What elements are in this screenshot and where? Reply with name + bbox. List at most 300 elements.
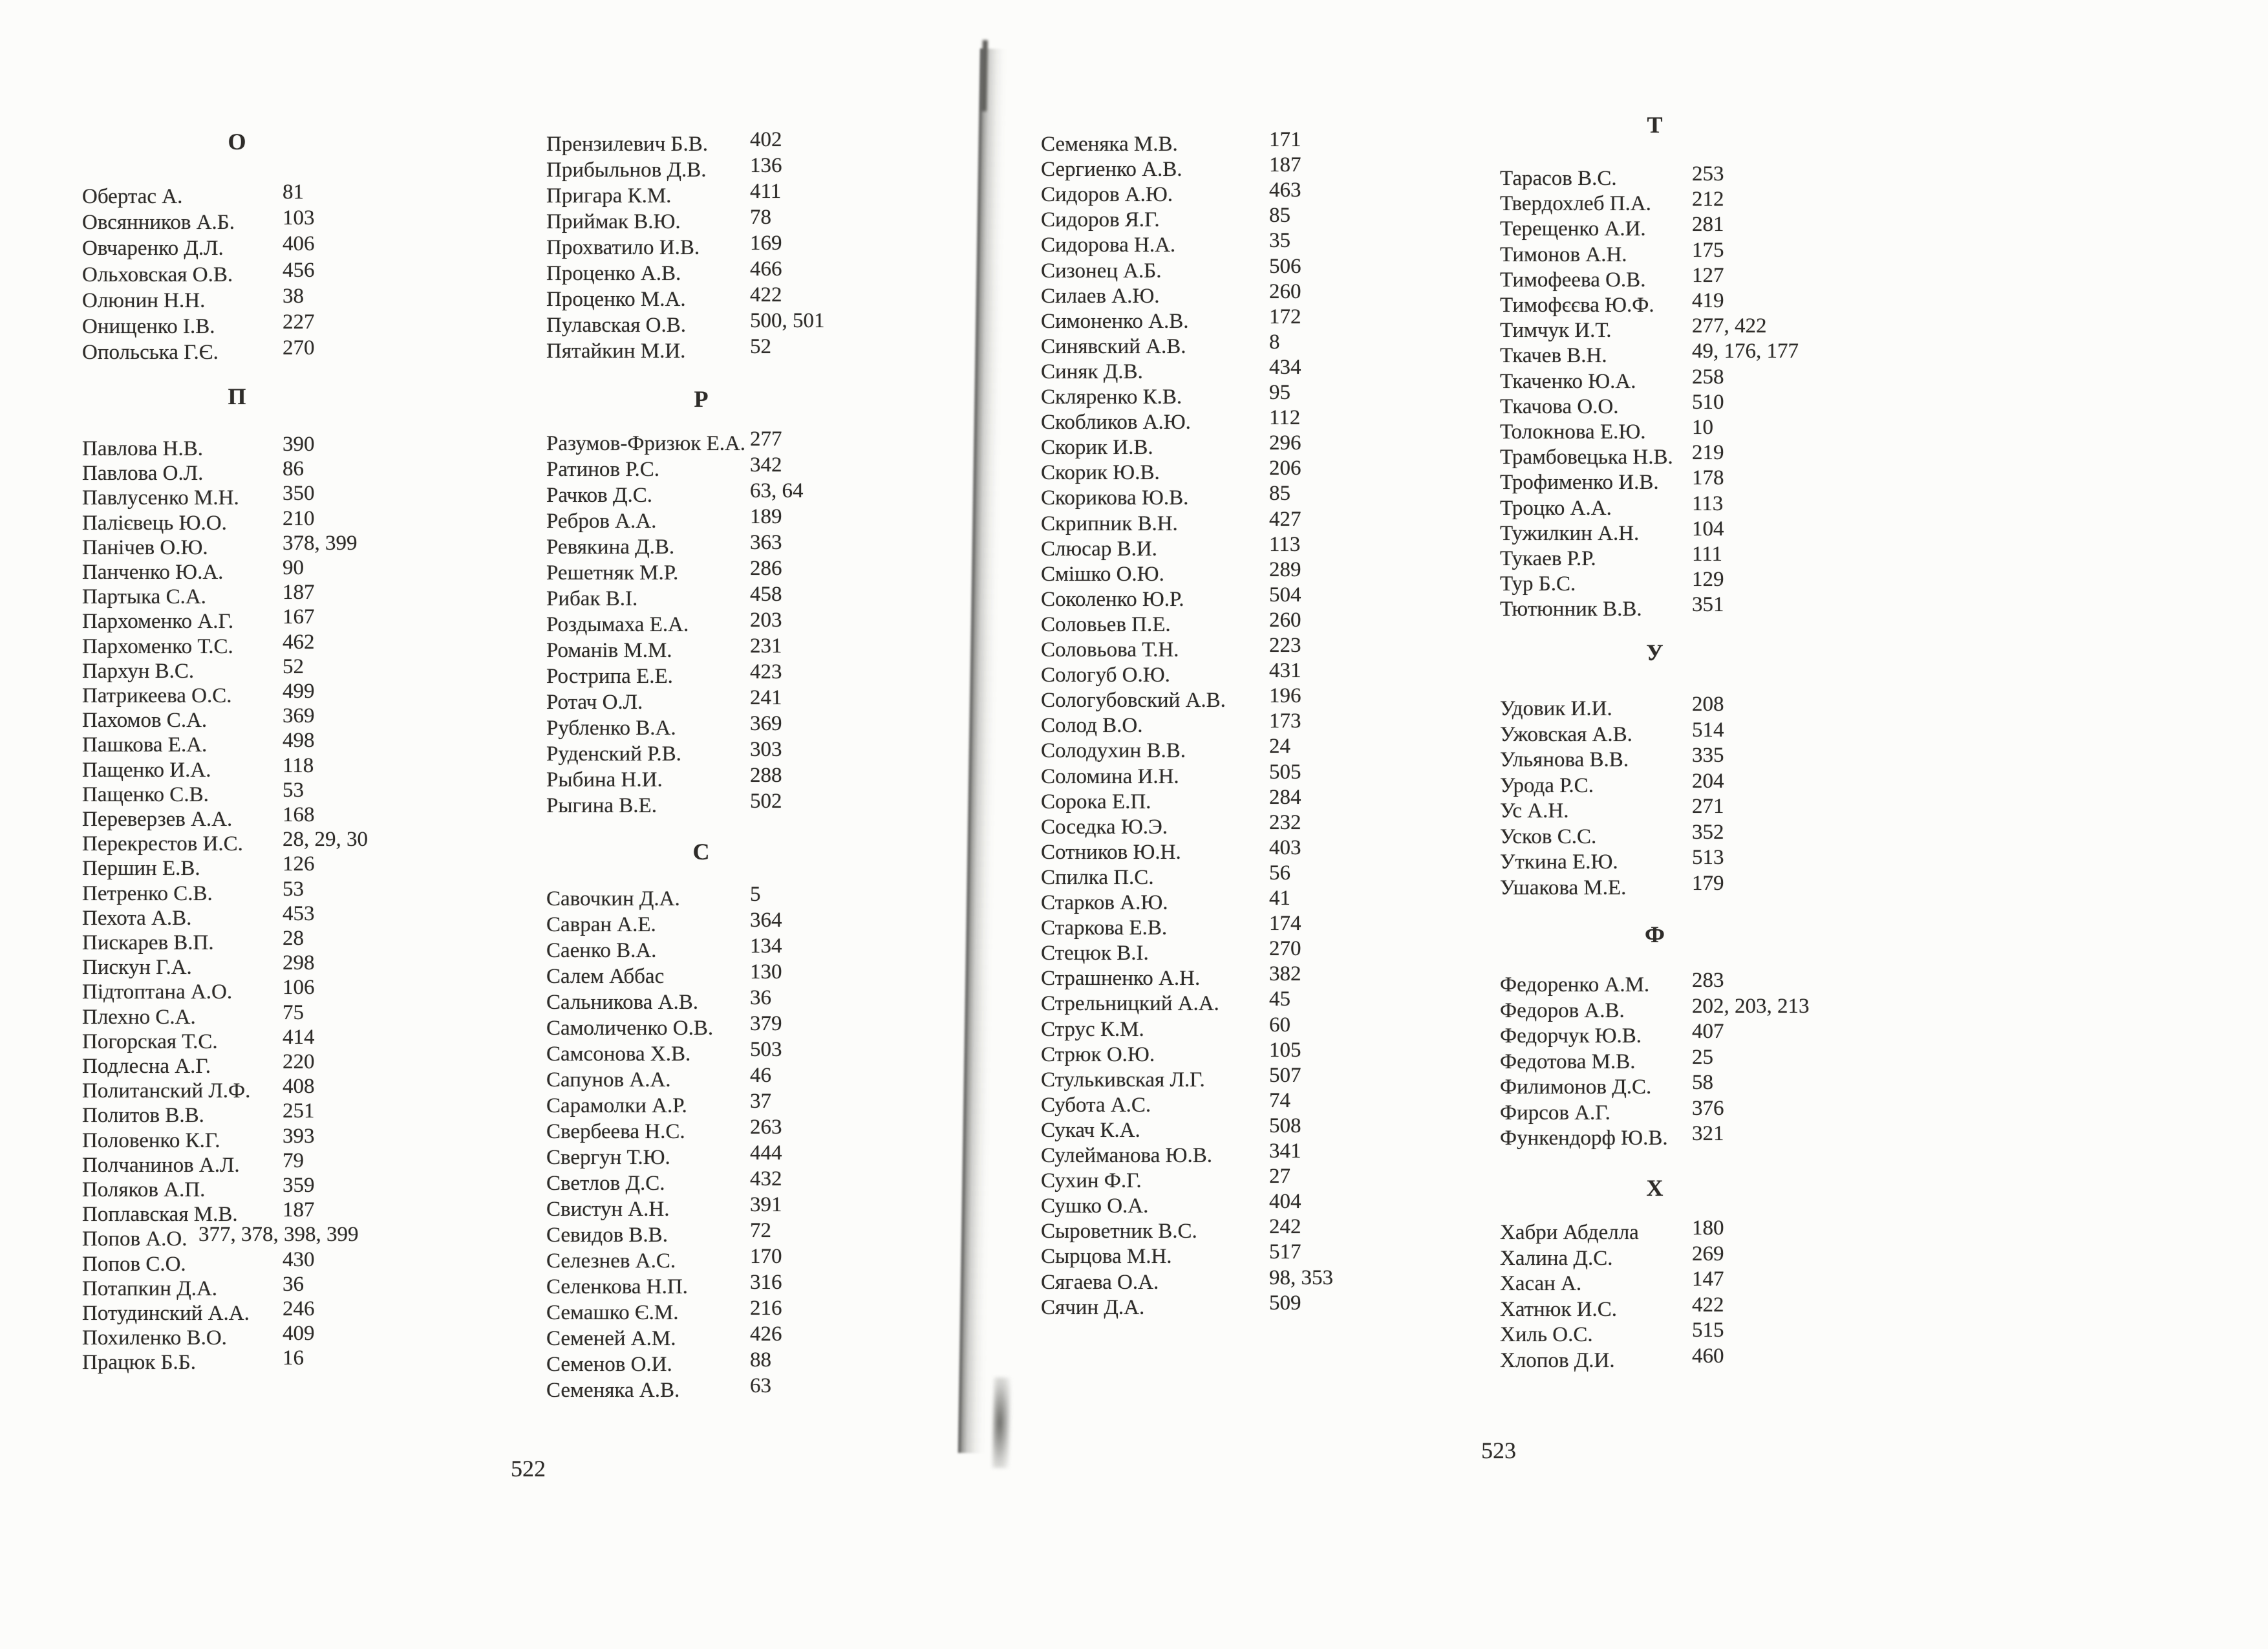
index-entry <box>546 764 857 794</box>
entry-name: Прензилевич Б.В. <box>546 133 708 156</box>
entry-name: Овсянников А.Б. <box>82 211 235 235</box>
entry-name: Патрикеева О.С. <box>82 684 232 707</box>
index-entry <box>82 232 392 263</box>
entry-name: Павлова О.Л. <box>82 462 204 486</box>
index-entry <box>1500 1319 1810 1349</box>
entry-pages: 223 <box>1269 634 1301 657</box>
entry-pages: 36 <box>750 986 771 1009</box>
entry-pages: 289 <box>1269 557 1301 581</box>
entry-pages: 513 <box>1692 846 1724 869</box>
spine-shadow <box>958 48 1007 1453</box>
entry-name: Працюк Б.Б. <box>82 1351 196 1375</box>
entry-name: Филимонов Д.С. <box>1500 1075 1652 1099</box>
index-entry <box>1041 1266 1351 1297</box>
index-entry <box>546 505 857 535</box>
entry-name: Политов В.В. <box>82 1104 204 1128</box>
section-letter: О <box>228 129 247 155</box>
entry-pages: 5 <box>750 883 761 906</box>
index-entry <box>546 206 857 236</box>
entry-name: Уткина Е.Ю. <box>1500 850 1618 874</box>
entry-name: Пахомов С.А. <box>82 709 208 733</box>
entry-name: Сотников Ю.Н. <box>1041 840 1181 864</box>
entry-pages: 510 <box>1692 390 1724 414</box>
index-entry <box>1041 457 1351 487</box>
entry-pages: 112 <box>1269 406 1301 430</box>
index-entry <box>1041 1013 1351 1044</box>
index-entry <box>1041 659 1351 689</box>
index-entry <box>1500 365 1810 396</box>
entry-name: Партыка С.А. <box>82 585 206 609</box>
index-entry <box>1500 339 1810 370</box>
entry-name: Фирсов А.Г. <box>1500 1101 1610 1125</box>
entry-name: Пехота А.В. <box>82 906 192 930</box>
entry-pages: 189 <box>750 505 782 528</box>
entry-name: Похиленко В.О. <box>82 1326 227 1350</box>
entry-pages: 253 <box>1692 162 1724 186</box>
index-entry <box>1041 1063 1351 1094</box>
entry-name: Опольська Г.Є. <box>82 341 219 365</box>
entry-pages: 196 <box>1269 684 1301 708</box>
entry-name: Скляренко К.В. <box>1041 385 1182 409</box>
index-entry <box>1041 835 1351 867</box>
entry-pages: 507 <box>1269 1063 1301 1087</box>
entry-pages: 79 <box>283 1148 304 1172</box>
index-entry <box>546 335 857 365</box>
index-entry <box>546 557 857 587</box>
entry-pages: 41 <box>1269 887 1290 910</box>
entry-pages: 105 <box>1269 1038 1301 1062</box>
left-page-column-1 <box>82 0 392 1649</box>
entry-name: Пащенко И.А. <box>82 758 211 782</box>
entry-pages: 174 <box>1269 912 1301 936</box>
index-entry <box>1041 381 1351 411</box>
index-entry <box>82 1099 392 1130</box>
entry-pages: 169 <box>750 232 782 255</box>
index-entry <box>82 457 392 488</box>
entry-pages: 246 <box>283 1297 315 1320</box>
entry-pages: 167 <box>283 605 315 629</box>
index-entry <box>546 180 857 210</box>
index-entry <box>82 1297 392 1328</box>
entry-name: Солодухин В.В. <box>1041 739 1186 763</box>
entry-pages: 514 <box>1692 718 1724 742</box>
entry-pages: 414 <box>283 1025 315 1049</box>
entry-pages: 38 <box>283 284 304 308</box>
entry-pages: 284 <box>1269 785 1301 809</box>
index-entry <box>1041 431 1351 462</box>
entry-pages: 56 <box>1269 861 1290 885</box>
entry-pages: 509 <box>1269 1291 1301 1315</box>
entry-pages: 63 <box>750 1374 771 1397</box>
entry-name: Трамбовецька Н.В. <box>1500 446 1673 469</box>
index-entry <box>82 556 392 587</box>
index-entry <box>82 778 392 809</box>
entry-name: Полчанинов А.Л. <box>82 1153 240 1177</box>
entry-name: Потапкин Д.А. <box>82 1277 218 1300</box>
entry-name: Федоренко А.М. <box>1500 973 1650 997</box>
entry-name: Разумов-Фризюк Е.А. <box>546 432 746 455</box>
index-entry <box>82 951 392 982</box>
index-entry <box>1041 1190 1351 1220</box>
index-entry <box>1500 263 1810 294</box>
entry-name: Прохватило И.В. <box>546 236 700 259</box>
entry-pages: 277 <box>750 427 782 451</box>
spine-shadow-bottom <box>992 1377 1011 1469</box>
entry-name: Сырцова М.Н. <box>1041 1245 1172 1269</box>
entry-pages: 118 <box>283 753 314 777</box>
entry-name: Страшненко А.Н. <box>1041 967 1201 991</box>
entry-name: Приймак В.Ю. <box>546 210 681 233</box>
entry-name: Федорчук Ю.В. <box>1500 1024 1642 1048</box>
entry-name: Решетняк М.Р. <box>546 561 679 585</box>
index-entry <box>546 1348 857 1379</box>
entry-pages: 241 <box>750 686 782 709</box>
entry-pages: 288 <box>750 764 782 787</box>
index-entry <box>82 605 392 636</box>
entry-name: Скорик Ю.В. <box>1041 461 1160 485</box>
index-entry <box>546 712 857 742</box>
entry-name: Рыгина В.Е. <box>546 794 657 817</box>
entry-name: Смішко О.Ю. <box>1041 562 1164 586</box>
index-entry <box>82 927 392 957</box>
entry-pages: 515 <box>1692 1319 1724 1342</box>
index-entry <box>1041 937 1351 967</box>
entry-name: Тарасов В.С. <box>1500 167 1617 190</box>
entry-pages: 111 <box>1692 543 1723 566</box>
entry-name: Светлов Д.С. <box>546 1172 665 1195</box>
entry-name: Твердохлеб П.А. <box>1500 192 1651 216</box>
entry-name: Сячин Д.А. <box>1041 1295 1145 1319</box>
entry-name: Сорока Е.П. <box>1041 790 1151 814</box>
entry-name: Ребров А.А. <box>546 510 657 533</box>
entry-name: Пархоменко Т.С. <box>82 634 233 658</box>
entry-pages: 263 <box>750 1116 782 1139</box>
entry-name: Самсонова Х.В. <box>546 1042 691 1066</box>
entry-pages: 74 <box>1269 1088 1290 1112</box>
entry-pages: 341 <box>1269 1139 1301 1163</box>
entry-pages: 517 <box>1269 1240 1301 1264</box>
entry-name: Стулькивская Л.Г. <box>1041 1068 1205 1092</box>
entry-pages: 134 <box>750 934 782 958</box>
entry-pages: 321 <box>1692 1122 1724 1145</box>
entry-name: Першин Е.В. <box>82 857 200 881</box>
index-entry <box>1041 962 1351 993</box>
index-entry <box>82 680 392 710</box>
entry-name: Севидов В.В. <box>546 1223 668 1247</box>
entry-pages: 202, 203, 213 <box>1692 994 1810 1018</box>
entry-pages: 35 <box>1269 229 1290 253</box>
entry-name: Сукач К.А. <box>1041 1118 1140 1142</box>
entry-name: Сизонец А.Б. <box>1041 259 1162 283</box>
entry-pages: 281 <box>1692 213 1724 237</box>
index-entry <box>1041 229 1351 259</box>
entry-pages: 258 <box>1692 365 1724 389</box>
index-entry <box>1041 1165 1351 1195</box>
index-entry <box>82 482 392 512</box>
entry-pages: 460 <box>1692 1344 1724 1368</box>
index-entry <box>1500 795 1810 825</box>
entry-pages: 175 <box>1692 238 1724 262</box>
entry-pages: 171 <box>1269 128 1301 151</box>
entry-name: Самоличенко О.В. <box>546 1017 714 1040</box>
entry-pages: 37 <box>750 1090 771 1113</box>
index-entry <box>82 729 392 759</box>
entry-pages: 46 <box>750 1064 771 1087</box>
entry-pages: 466 <box>750 257 782 281</box>
index-entry <box>1500 1344 1810 1375</box>
entry-pages: 232 <box>1269 810 1301 834</box>
entry-name: Соломина И.Н. <box>1041 764 1179 788</box>
index-entry <box>82 1000 392 1031</box>
entry-name: Тимонов А.Н. <box>1500 242 1627 266</box>
entry-pages: 179 <box>1692 871 1724 895</box>
entry-name: Свербеева Н.С. <box>546 1120 685 1143</box>
entry-pages: 172 <box>1269 305 1301 329</box>
entry-name: Спилка П.С. <box>1041 865 1154 889</box>
index-entry <box>82 1223 392 1253</box>
index-entry <box>1041 204 1351 234</box>
entry-pages: 342 <box>750 453 782 477</box>
entry-pages: 298 <box>283 951 315 975</box>
entry-pages: 75 <box>283 1000 304 1024</box>
entry-pages: 463 <box>1269 178 1301 202</box>
index-entry <box>546 934 857 965</box>
entry-name: Синяк Д.В. <box>1041 360 1143 383</box>
index-entry <box>1041 1114 1351 1145</box>
index-entry <box>1041 178 1351 209</box>
entry-pages: 335 <box>1692 744 1724 767</box>
right-page-column-2 <box>1500 0 1810 1649</box>
entry-pages: 85 <box>1269 204 1290 228</box>
index-entry <box>82 1174 392 1204</box>
entry-name: Свергун Т.Ю. <box>546 1146 670 1169</box>
entry-pages: 422 <box>750 283 782 307</box>
index-entry <box>1041 709 1351 740</box>
entry-name: Пятайкин М.И. <box>546 339 686 363</box>
entry-pages: 52 <box>750 335 771 358</box>
entry-name: Подлесна А.Г. <box>82 1055 211 1078</box>
index-entry <box>82 976 392 1006</box>
entry-name: Пархоменко А.Г. <box>82 610 234 634</box>
entry-name: Сушко О.А. <box>1041 1194 1149 1218</box>
index-entry <box>82 753 392 784</box>
index-entry <box>1041 684 1351 715</box>
entry-pages: 104 <box>1692 517 1724 541</box>
entry-pages: 506 <box>1269 254 1301 278</box>
index-entry <box>1500 871 1810 902</box>
index-entry <box>1500 769 1810 800</box>
index-entry <box>1500 1096 1810 1127</box>
entry-name: Тимофєєва Ю.Ф. <box>1500 294 1654 317</box>
entry-pages: 204 <box>1692 769 1724 793</box>
entry-name: Стецюк В.І. <box>1041 942 1149 965</box>
index-entry <box>82 828 392 858</box>
index-entry <box>82 206 392 237</box>
entry-pages: 504 <box>1269 583 1301 607</box>
entry-pages: 403 <box>1269 835 1301 859</box>
entry-pages: 393 <box>283 1124 315 1148</box>
index-entry <box>546 883 857 913</box>
index-entry <box>546 986 857 1017</box>
entry-name: Павлова Н.В. <box>82 437 203 460</box>
index-entry <box>82 1148 392 1180</box>
index-entry <box>1500 1242 1810 1273</box>
index-entry <box>1041 735 1351 765</box>
entry-name: Ратинов Р.С. <box>546 458 659 481</box>
index-entry <box>1500 820 1810 851</box>
entry-name: Павлусенко М.Н. <box>82 486 239 510</box>
index-entry <box>1500 1045 1810 1076</box>
entry-name: Пулавская О.В. <box>546 314 686 337</box>
entry-name: Трофименко И.В. <box>1500 471 1659 495</box>
section-letter: С <box>692 839 711 865</box>
index-entry <box>82 310 392 341</box>
entry-pages: 376 <box>1692 1096 1724 1120</box>
index-entry <box>1041 557 1351 588</box>
index-entry <box>1041 861 1351 892</box>
index-entry <box>82 654 392 685</box>
entry-pages: 369 <box>750 712 782 735</box>
entry-name: Солод В.О. <box>1041 714 1143 738</box>
entry-pages: 113 <box>1269 532 1301 556</box>
index-entry <box>1500 543 1810 573</box>
index-entry <box>546 609 857 639</box>
index-entry <box>1041 507 1351 538</box>
index-entry <box>546 128 857 158</box>
entry-pages: 458 <box>750 583 782 606</box>
entry-pages: 27 <box>1269 1165 1290 1189</box>
entry-name: Свистун А.Н. <box>546 1198 670 1221</box>
entry-pages: 498 <box>283 729 315 753</box>
entry-pages: 316 <box>750 1271 782 1294</box>
entry-name: Романів М.М. <box>546 639 672 662</box>
index-entry <box>546 738 857 768</box>
index-entry <box>1500 846 1810 876</box>
index-entry <box>1041 987 1351 1018</box>
entry-name: Терещенко А.И. <box>1500 217 1646 241</box>
entry-pages: 81 <box>283 180 304 204</box>
entry-pages: 260 <box>1269 279 1301 303</box>
index-entry <box>1500 718 1810 749</box>
entry-name: Сарамолки А.Р. <box>546 1094 687 1117</box>
entry-name: Хасан А. <box>1500 1272 1582 1295</box>
entry-pages: 28, 29, 30 <box>283 828 368 852</box>
index-entry <box>1500 1071 1810 1101</box>
entry-pages: 402 <box>750 128 782 151</box>
entry-name: Рубленко В.А. <box>546 717 676 740</box>
index-entry <box>82 1075 392 1105</box>
index-entry <box>82 433 392 463</box>
index-entry <box>546 232 857 262</box>
entry-name: Соседка Ю.Э. <box>1041 815 1168 839</box>
index-entry <box>82 1346 392 1377</box>
index-entry <box>1500 466 1810 497</box>
index-entry <box>82 1322 392 1352</box>
entry-name: Скорикова Ю.В. <box>1041 486 1189 510</box>
entry-pages: 206 <box>1269 457 1301 480</box>
entry-name: Рыбина Н.И. <box>546 768 663 792</box>
entry-name: Тужилкин А.Н. <box>1500 521 1640 545</box>
index-entry <box>1041 760 1351 791</box>
index-entry <box>546 427 857 458</box>
entry-name: Сулейманова Ю.В. <box>1041 1144 1212 1167</box>
entry-name: Урода Р.С. <box>1500 773 1594 797</box>
entry-pages: 187 <box>283 1198 315 1222</box>
entry-name: Хиль О.С. <box>1500 1323 1593 1346</box>
entry-name: Стрельницкий А.А. <box>1041 992 1219 1016</box>
entry-name: Хабри Абделла <box>1500 1221 1639 1244</box>
index-entry <box>1041 1038 1351 1069</box>
entry-name: Переверзев А.А. <box>82 808 233 831</box>
entry-name: Тур Б.С. <box>1500 572 1576 596</box>
entry-name: Скобликов А.Ю. <box>1041 411 1191 435</box>
entry-pages: 422 <box>1692 1293 1724 1317</box>
entry-pages: 411 <box>750 180 782 203</box>
entry-name: Синявский А.В. <box>1041 334 1186 358</box>
entry-name: Сологуб О.Ю. <box>1041 663 1170 687</box>
index-entry <box>546 660 857 691</box>
index-entry <box>546 960 857 991</box>
entry-pages: 180 <box>1692 1216 1724 1240</box>
entry-name: Сологубовский А.В. <box>1041 689 1226 713</box>
index-entry <box>546 1012 857 1042</box>
entry-pages: 296 <box>1269 431 1301 455</box>
entry-name: Пащенко С.В. <box>82 782 209 806</box>
entry-pages: 24 <box>1269 735 1290 759</box>
index-entry <box>546 1090 857 1120</box>
index-entry <box>546 909 857 939</box>
entry-pages: 456 <box>283 258 315 282</box>
entry-pages: 45 <box>1269 987 1290 1011</box>
entry-pages: 58 <box>1692 1071 1713 1094</box>
index-entry <box>546 453 857 484</box>
index-entry <box>1041 608 1351 639</box>
entry-name: Рачков Д.С. <box>546 484 652 507</box>
index-entry <box>1041 330 1351 361</box>
entry-name: Палієвець Ю.О. <box>82 511 227 535</box>
index-entry <box>1041 1139 1351 1170</box>
entry-pages: 52 <box>283 654 304 678</box>
entry-name: Стрюк О.Ю. <box>1041 1042 1155 1066</box>
index-entry <box>546 1193 857 1223</box>
index-entry <box>1500 1020 1810 1050</box>
entry-name: Сидоров Я.Г. <box>1041 208 1160 232</box>
entry-name: Струс К.М. <box>1041 1017 1144 1041</box>
index-entry <box>1500 744 1810 774</box>
index-entry <box>1041 810 1351 841</box>
entry-pages: 404 <box>1269 1190 1301 1214</box>
entry-pages: 377, 378, 398, 399 <box>198 1223 359 1247</box>
entry-name: Соколенко Ю.Р. <box>1041 587 1184 611</box>
entry-pages: 203 <box>750 609 782 632</box>
index-entry <box>82 336 392 367</box>
index-entry <box>546 479 857 510</box>
entry-name: Рибак В.І. <box>546 587 638 610</box>
index-entry <box>1041 279 1351 310</box>
left-page-column-2 <box>546 0 857 1649</box>
index-entry <box>546 1038 857 1068</box>
index-entry <box>82 877 392 908</box>
entry-pages: 90 <box>283 556 304 579</box>
index-entry <box>1041 153 1351 184</box>
entry-name: Пригара К.М. <box>546 184 672 208</box>
entry-pages: 10 <box>1692 416 1713 439</box>
entry-name: Скорик И.В. <box>1041 436 1153 460</box>
index-entry <box>82 284 392 315</box>
entry-name: Пашкова Е.А. <box>82 733 208 757</box>
entry-pages: 106 <box>283 976 315 1000</box>
entry-name: Панічев О.Ю. <box>82 535 208 559</box>
